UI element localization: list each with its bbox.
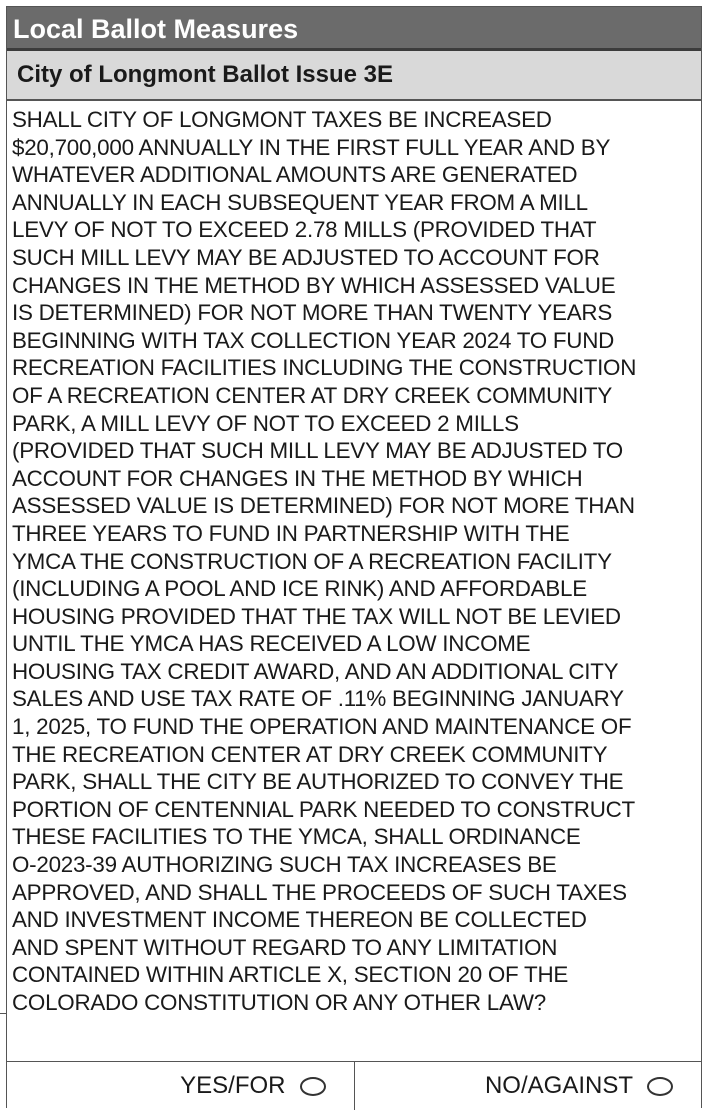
measure-text-line: SUCH MILL LEVY MAY BE ADJUSTED TO ACCOUNT FOR bbox=[12, 244, 600, 270]
measure-text-line: PARK, SHALL THE CITY BE AUTHORIZED TO CONVEY THE bbox=[12, 769, 624, 795]
measure-title: City of Longmont Ballot Issue 3E bbox=[7, 51, 701, 101]
measure-text-line: HOUSING PROVIDED THAT THE TAX WILL NOT BE LEVIED bbox=[12, 603, 621, 629]
measure-text-line: PORTION OF CENTENNIAL PARK NEEDED TO CONSTRUCT bbox=[12, 796, 635, 822]
margin-tick bbox=[0, 1013, 7, 1014]
yes-for-choice[interactable] bbox=[7, 1062, 355, 1110]
measure-text-line: UNTIL THE YMCA HAS RECEIVED A LOW INCOME bbox=[12, 631, 531, 657]
measure-text-line: AND SPENT WITHOUT REGARD TO ANY LIMITATION bbox=[12, 934, 558, 960]
measure-text-line: AND INVESTMENT INCOME THEREON BE COLLECTED bbox=[12, 907, 587, 933]
measure-text-line: WHATEVER ADDITIONAL AMOUNTS ARE GENERATED bbox=[12, 162, 578, 188]
measure-text-line: SALES AND USE TAX RATE OF .11% BEGINNING JANUARY bbox=[12, 686, 624, 712]
measure-text-line: THE RECREATION CENTER AT DRY CREEK COMMUNITY bbox=[12, 741, 608, 767]
measure-text-line: LEVY OF NOT TO EXCEED 2.78 MILLS (PROVIDED THAT bbox=[12, 217, 597, 243]
section-title: Local Ballot Measures bbox=[7, 7, 701, 51]
measure-text-line: (INCLUDING A POOL AND ICE RINK) AND AFFORDABLE bbox=[12, 576, 587, 602]
measure-text-line: SHALL CITY OF LONGMONT TAXES BE INCREASED bbox=[12, 107, 552, 132]
measure-text-line: BEGINNING WITH TAX COLLECTION YEAR 2024 TO FUND bbox=[12, 327, 615, 353]
measure-text-line: ANNUALLY IN EACH SUBSEQUENT YEAR FROM A MILL bbox=[12, 189, 588, 215]
measure-text-line: OF A RECREATION CENTER AT DRY CREEK COMMUNITY bbox=[12, 382, 613, 408]
measure-text-line: IS DETERMINED) FOR NOT MORE THAN TWENTY YEARS bbox=[12, 300, 612, 326]
measure-text-line: $20,700,000 ANNUALLY IN THE FIRST FULL YEAR AND BY bbox=[12, 134, 611, 160]
measure-text-line: (PROVIDED THAT SUCH MILL LEVY MAY BE ADJUSTED TO bbox=[12, 438, 623, 464]
no-against-choice[interactable] bbox=[355, 1062, 702, 1110]
yes-for-oval-icon[interactable] bbox=[300, 1077, 326, 1096]
measure-text bbox=[7, 101, 701, 1061]
measure-text-line: CONTAINED WITHIN ARTICLE X, SECTION 20 OF THE bbox=[12, 962, 569, 988]
measure-text-line: 1, 2025, TO FUND THE OPERATION AND MAINTENANCE OF bbox=[12, 714, 632, 740]
measure-text-line: HOUSING TAX CREDIT AWARD, AND AN ADDITIONAL CITY bbox=[12, 658, 619, 684]
measure-text-line: THREE YEARS TO FUND IN PARTNERSHIP WITH THE bbox=[12, 520, 570, 546]
measure-text-line: YMCA THE CONSTRUCTION OF A RECREATION FACILITY bbox=[12, 548, 612, 574]
ballot-card bbox=[6, 6, 702, 1108]
measure-text-line: ASSESSED VALUE IS DETERMINED) FOR NOT MORE THAN bbox=[12, 493, 635, 519]
no-against-label: NO/AGAINST bbox=[484, 1072, 633, 1099]
measure-text-line: APPROVED, AND SHALL THE PROCEEDS OF SUCH TAXES bbox=[12, 879, 627, 905]
measure-text-line: ACCOUNT FOR CHANGES IN THE METHOD BY WHICH bbox=[12, 465, 583, 491]
choice-row bbox=[7, 1061, 701, 1110]
measure-text-line: THESE FACILITIES TO THE YMCA, SHALL ORDINANCE bbox=[12, 824, 581, 850]
measure-text-line: O-2023-39 AUTHORIZING SUCH TAX INCREASES BE bbox=[12, 852, 557, 878]
measure-text-line: RECREATION FACILITIES INCLUDING THE CONSTRUCTION bbox=[12, 355, 637, 381]
measure-text-line: COLORADO CONSTITUTION OR ANY OTHER LAW? bbox=[12, 990, 546, 1015]
yes-for-label: YES/FOR bbox=[180, 1072, 286, 1099]
no-against-oval-icon[interactable] bbox=[647, 1077, 673, 1096]
measure-text-line: CHANGES IN THE METHOD BY WHICH ASSESSED VALUE bbox=[12, 272, 616, 298]
measure-text-line: PARK, A MILL LEVY OF NOT TO EXCEED 2 MILLS bbox=[12, 410, 519, 436]
